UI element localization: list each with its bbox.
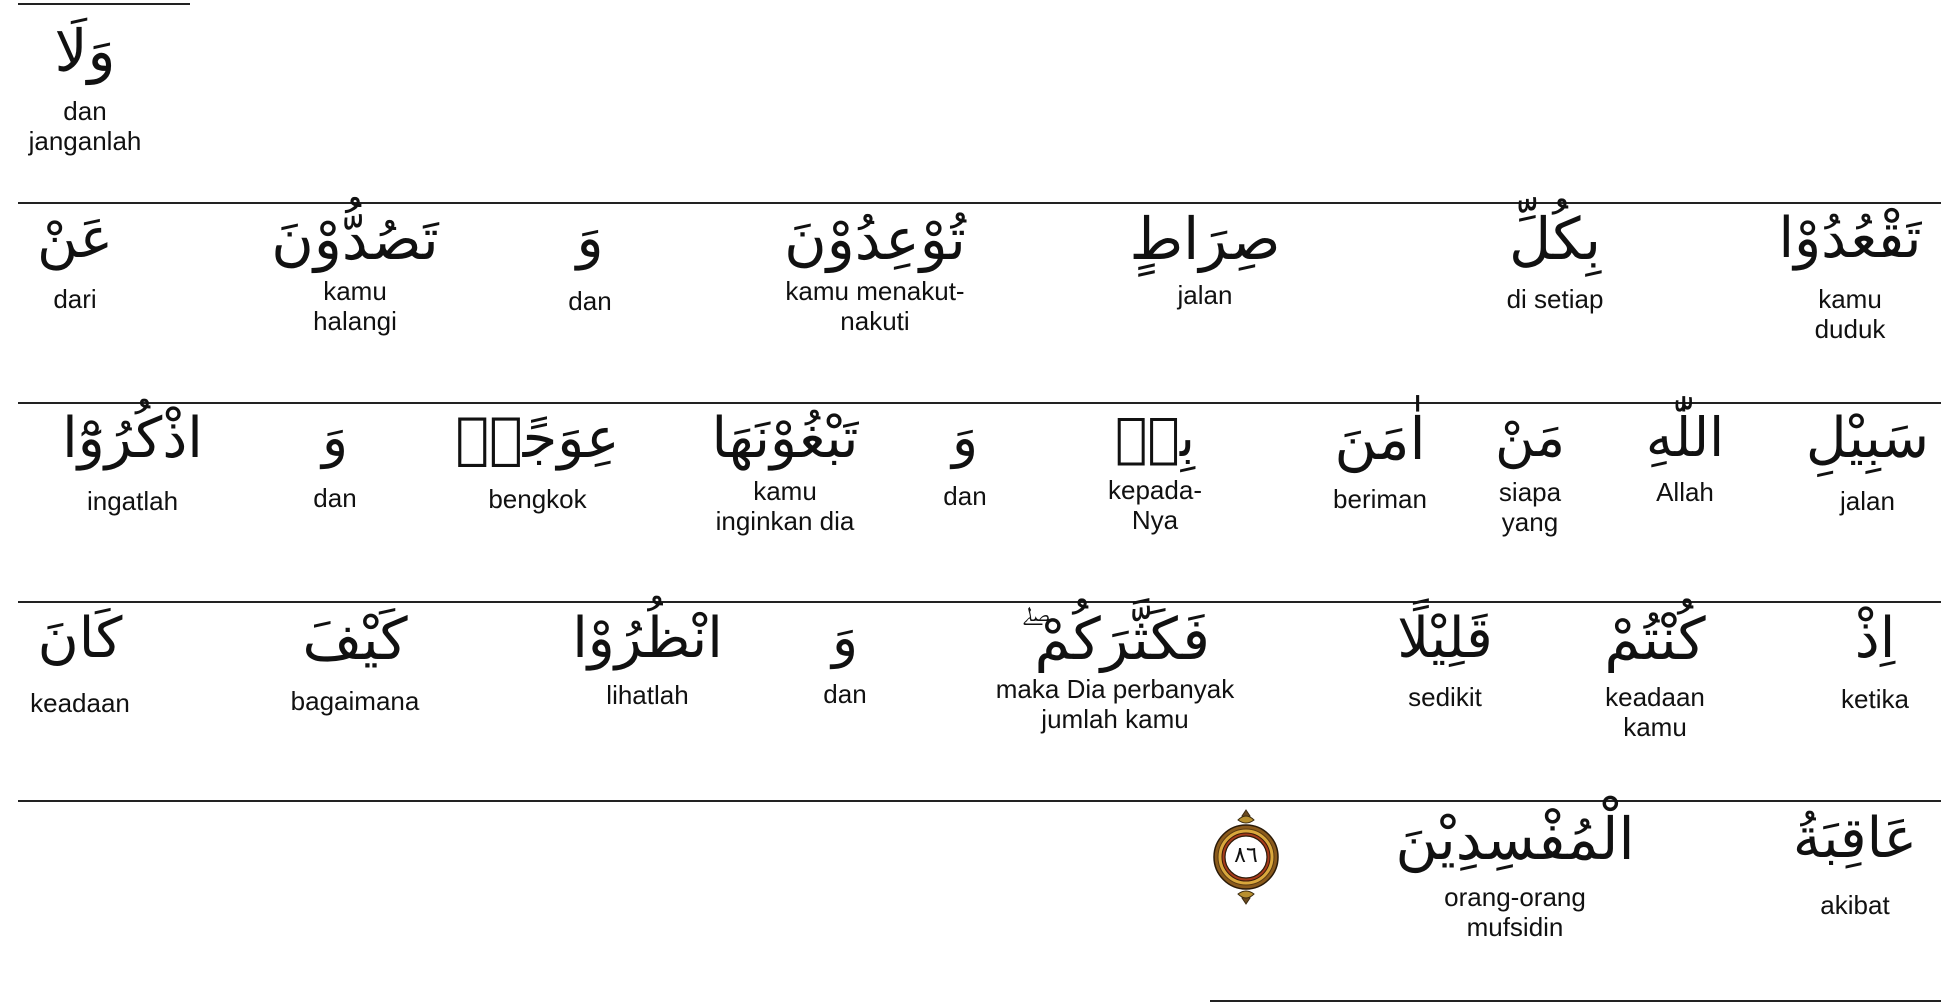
arabic-word: كَانَ — [37, 606, 123, 671]
word-unit — [1370, 608, 1520, 712]
word-unit — [1630, 408, 1740, 507]
word-unit — [225, 205, 485, 336]
translation: dan janganlah — [28, 95, 142, 156]
word-unit — [1105, 205, 1305, 310]
arabic-word: وَ — [576, 206, 604, 271]
translation: dari — [53, 283, 97, 314]
translation: jalan — [1840, 485, 1895, 516]
word-unit — [910, 408, 1020, 511]
arabic-word: اِذْ — [1854, 606, 1896, 671]
translation: ingatlah — [86, 485, 179, 516]
arabic-word: بِهٖ — [1115, 406, 1195, 469]
word-unit — [1770, 208, 1930, 344]
arabic-word: اٰمَنَ — [1334, 405, 1426, 473]
translation: kamu halangi — [313, 275, 397, 336]
word-unit — [690, 408, 880, 536]
arabic-word: تَقْعُدُوْا — [1778, 206, 1922, 271]
translation: di setiap — [1506, 283, 1604, 314]
line-divider — [18, 800, 1941, 802]
translation: beriman — [1333, 483, 1427, 514]
word-unit — [975, 605, 1255, 734]
arabic-word: عَاقِبَةُ — [1792, 806, 1918, 871]
word-unit — [1470, 408, 1590, 537]
arabic-word: قَلِيْلًا — [1397, 606, 1493, 671]
word-unit — [10, 17, 160, 156]
translation: kamu menakut- nakuti — [785, 275, 965, 336]
verse-number-ornament — [1212, 808, 1280, 906]
line-divider — [18, 202, 1941, 204]
word-unit — [1280, 405, 1480, 514]
translation: orang-orang mufsidin — [1444, 881, 1586, 942]
arabic-word: وَ — [831, 606, 859, 669]
arabic-word: صِرَاطٍ — [1129, 205, 1281, 273]
translation: siapa yang — [1498, 477, 1562, 538]
translation: kamu duduk — [1814, 283, 1886, 344]
translation: dan — [823, 679, 867, 710]
translation: akibat — [1820, 889, 1890, 920]
arabic-word: تَبْغُوْنَهَا — [711, 406, 859, 471]
verse-number: ٨٦ — [1234, 843, 1258, 868]
word-unit — [530, 208, 650, 316]
translation: Allah — [1656, 477, 1714, 508]
word-unit — [270, 605, 440, 716]
translation: keadaan kamu — [1605, 681, 1705, 742]
translation: dan — [568, 285, 612, 316]
line-divider — [18, 402, 1941, 404]
line-divider — [18, 601, 1941, 603]
top-rule — [18, 3, 190, 5]
arabic-word: فَكَثَّرَكُمْ ۖ — [1020, 605, 1210, 673]
word-unit — [1390, 805, 1640, 942]
translation: kepada- Nya — [1108, 475, 1202, 536]
word-unit — [790, 608, 900, 709]
word-unit — [740, 205, 1010, 336]
arabic-word: وَ — [951, 406, 979, 469]
word-unit — [1450, 205, 1660, 314]
word-unit — [20, 208, 130, 314]
translation: dan — [313, 483, 357, 514]
word-unit — [15, 608, 145, 718]
word-unit — [450, 408, 625, 514]
arabic-word: كُنْتُمْ — [1604, 605, 1706, 673]
word-unit — [1090, 408, 1220, 535]
translation: jalan — [1177, 279, 1233, 310]
translation: ketika — [1841, 683, 1909, 714]
arabic-word: وَ — [321, 406, 349, 469]
word-unit — [1780, 808, 1930, 920]
arabic-word: سَبِيْلِ — [1805, 406, 1930, 471]
arabic-word: اذْكُرُوْٓا — [62, 406, 203, 471]
translation: dan — [943, 481, 987, 512]
word-unit — [280, 408, 390, 513]
arabic-word: عَنْ — [36, 206, 114, 271]
translation: bengkok — [488, 483, 587, 514]
word-unit — [40, 408, 225, 516]
translation: keadaan — [30, 687, 130, 718]
arabic-word: اللّٰهِ — [1645, 406, 1725, 469]
arabic-word: مَنْ — [1494, 406, 1566, 469]
arabic-word: تُوْعِدُوْنَ — [784, 205, 966, 273]
word-unit — [1560, 605, 1750, 742]
arabic-word: وَلَا — [54, 17, 116, 85]
word-unit — [1815, 608, 1935, 714]
translation: kamu inginkan dia — [715, 475, 855, 536]
word-unit — [1800, 408, 1935, 516]
arabic-word: عِوَجًاۚ — [455, 406, 620, 471]
arabic-word: انْظُرُوْا — [572, 606, 723, 671]
translation: maka Dia perbanyak jumlah kamu — [995, 673, 1235, 734]
arabic-word: الْمُفْسِدِيْنَ — [1395, 805, 1635, 873]
arabic-word: تَصُدُّوْنَ — [271, 205, 439, 273]
translation: bagaimana — [290, 685, 420, 716]
arabic-word: كَيْفَ — [302, 605, 408, 673]
translation: sedikit — [1408, 681, 1482, 712]
word-unit — [560, 608, 735, 710]
translation: lihatlah — [606, 679, 689, 710]
arabic-word: بِكُلِّ — [1508, 205, 1602, 273]
